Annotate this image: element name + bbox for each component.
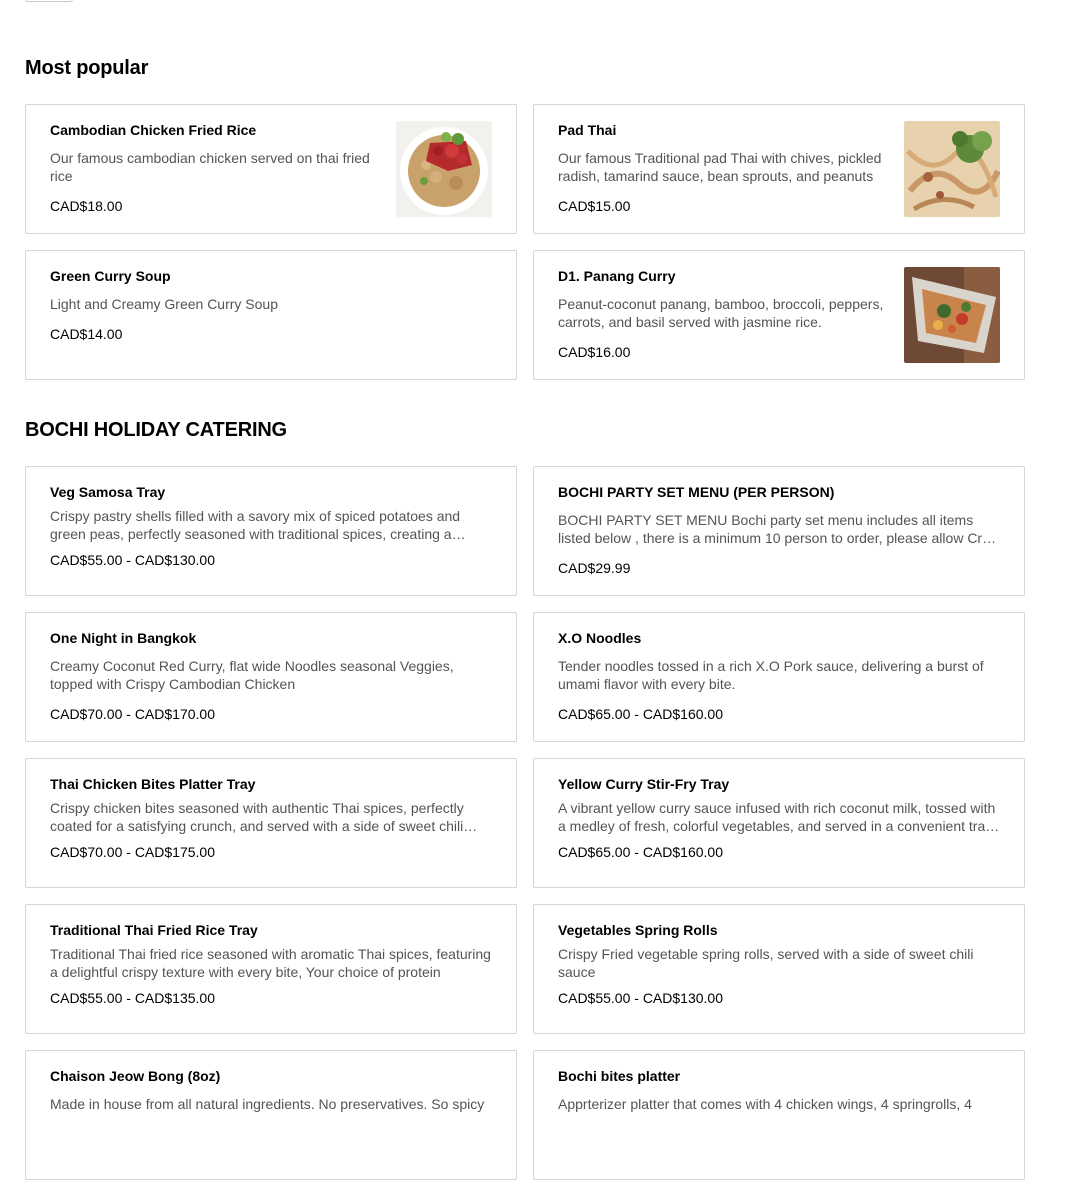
item-name: Vegetables Spring Rolls [558,922,718,938]
item-name: Veg Samosa Tray [50,484,166,500]
section-title-bochi-holiday-catering: BOCHI HOLIDAY CATERING [25,419,287,441]
item-description: Creamy Coconut Red Curry, flat wide Noodles seasonal Veggies, topped with Crispy Cambodian Chicken [50,658,454,692]
item-price: CAD$14.00 [50,326,123,342]
menu-item-card[interactable] [533,904,1025,1034]
item-description: Peanut-coconut panang, bamboo, broccoli, peppers, carrots, and basil served with jasmine rice. [558,296,884,330]
item-name: Green Curry Soup [50,268,171,284]
item-description: Tender noodles tossed in a rich X.O Pork sauce, delivering a burst of umami flavor with every bite. [558,658,984,692]
item-name: Traditional Thai Fried Rice Tray [50,922,258,938]
item-price: CAD$55.00 - CAD$135.00 [50,990,215,1006]
fried-rice-image [396,121,492,217]
item-price: CAD$70.00 - CAD$175.00 [50,844,215,860]
section-title-most-popular: Most popular [25,57,149,79]
item-description: A vibrant yellow curry sauce infused with rich coconut milk, tossed with a medley of fresh, colorful vegetables, and served in a convenient tray [558,800,996,834]
menu-item-card[interactable] [533,466,1025,596]
item-price: CAD$18.00 [50,198,123,214]
item-name: Pad Thai [558,122,617,138]
item-name: Thai Chicken Bites Platter Tray [50,776,256,792]
menu-item-card[interactable] [533,104,1025,234]
item-name: Yellow Curry Stir-Fry Tray [558,776,730,792]
item-name: One Night in Bangkok [50,630,197,646]
menu-item-card[interactable] [25,904,517,1034]
panang-curry-image [904,267,1000,363]
item-description: Crispy pastry shells filled with a savory mix of spiced potatoes and green peas, perfectly seasoned with traditional spices, creating a [50,508,461,542]
catering-grid [25,466,1025,1180]
item-description: Our famous cambodian chicken served on thai fried rice [50,150,370,184]
item-description: Apprterizer platter that comes with 4 chicken wings, 4 springrolls, 4 [558,1096,972,1112]
menu-item-card[interactable] [25,104,517,234]
item-price: CAD$55.00 - CAD$130.00 [558,990,723,1006]
most-popular-grid [25,104,1025,380]
pad-thai-image [904,121,1000,217]
menu-item-card[interactable] [25,612,517,742]
item-price: CAD$65.00 - CAD$160.00 [558,706,723,722]
item-description: Traditional Thai fried rice seasoned with aromatic Thai spices, featuring a delightful crispy texture with every bite, Your choice of protein [50,946,491,980]
previous-section-tab[interactable] [25,0,73,2]
item-price: CAD$70.00 - CAD$170.00 [50,706,215,722]
menu-item-card[interactable] [25,466,517,596]
menu-item-card[interactable] [25,1050,517,1180]
item-name: BOCHI PARTY SET MENU (PER PERSON) [558,484,835,500]
item-description: Made in house from all natural ingredients. No preservatives. So spicy [50,1096,485,1112]
menu-item-card[interactable] [533,250,1025,380]
item-name: Chaison Jeow Bong (8oz) [50,1068,221,1084]
item-description: Light and Creamy Green Curry Soup [50,296,278,312]
item-name: Bochi bites platter [558,1068,681,1084]
item-description: Crispy chicken bites seasoned with authentic Thai spices, perfectly coated for a satisfying crunch, and served with a side of sweet chili [50,800,464,834]
item-price: CAD$55.00 - CAD$130.00 [50,552,215,568]
menu-item-card[interactable] [533,758,1025,888]
item-price: CAD$65.00 - CAD$160.00 [558,844,723,860]
item-description: BOCHI PARTY SET MENU Bochi party set menu includes all items listed below , there is a minimum 10 person to order, please allow Crab [558,512,998,546]
item-price: CAD$16.00 [558,344,631,360]
menu-item-card[interactable] [533,1050,1025,1180]
menu-item-card[interactable] [25,250,517,380]
menu-item-card[interactable] [533,612,1025,742]
item-price: CAD$29.99 [558,560,631,576]
item-description: Crispy Fried vegetable spring rolls, served with a side of sweet chili sauce [558,946,974,980]
item-description: Our famous Traditional pad Thai with chives, pickled radish, tamarind sauce, bean sprouts, and peanuts [558,150,882,184]
menu-item-card[interactable] [25,758,517,888]
item-name: D1. Panang Curry [558,268,676,284]
item-price: CAD$15.00 [558,198,631,214]
item-name: X.O Noodles [558,630,642,646]
item-name: Cambodian Chicken Fried Rice [50,122,257,138]
